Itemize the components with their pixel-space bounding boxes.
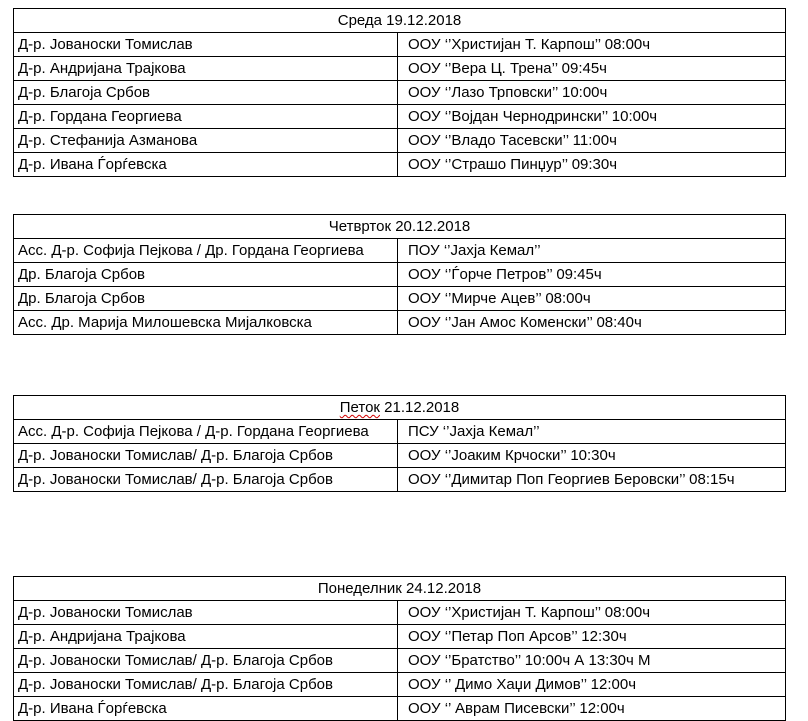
day-header: Понеделник 24.12.2018 bbox=[14, 577, 786, 601]
school-cell: ООУ ‘’Петар Поп Арсов’’ 12:30ч bbox=[398, 625, 786, 649]
table-row bbox=[14, 420, 786, 444]
doctor-cell: Д-р. Јованоски Томислав/ Д-р. Благоја Србов bbox=[14, 649, 398, 673]
table-header-row bbox=[14, 215, 786, 239]
day-header bbox=[14, 396, 786, 420]
schedule-table-thursday bbox=[13, 214, 786, 335]
school-cell: ООУ ‘’Јан Амос Коменски’’ 08:40ч bbox=[398, 311, 786, 335]
schedule-table-monday bbox=[13, 576, 786, 721]
doctor-cell: Д-р. Ивана Ѓорѓевска bbox=[14, 697, 398, 721]
school-cell: ПСУ ‘’Јахја Кемал’’ bbox=[398, 420, 786, 444]
school-cell: ООУ ‘’ Димо Хаџи Димов’’ 12:00ч bbox=[398, 673, 786, 697]
school-cell: ООУ ‘’Страшо Пинџур’’ 09:30ч bbox=[398, 153, 786, 177]
school-cell: ООУ ‘’Христијан Т. Карпош’’ 08:00ч bbox=[398, 601, 786, 625]
table-row bbox=[14, 81, 786, 105]
table-row bbox=[14, 649, 786, 673]
table-row bbox=[14, 129, 786, 153]
doctor-cell: Д-р. Гордана Георгиева bbox=[14, 105, 398, 129]
table-header-row bbox=[14, 396, 786, 420]
school-cell: ПОУ ‘’Јахја Кемал’’ bbox=[398, 239, 786, 263]
school-cell: ООУ ‘’Лазо Трповски’’ 10:00ч bbox=[398, 81, 786, 105]
doctor-cell: Др. Благоја Србов bbox=[14, 263, 398, 287]
doctor-cell: Д-р. Јованоски Томислав/ Д-р. Благоја Србов bbox=[14, 444, 398, 468]
doctor-cell: Д-р. Ивана Ѓорѓевска bbox=[14, 153, 398, 177]
doctor-cell: Д-р. Андријана Трајкова bbox=[14, 625, 398, 649]
table-row bbox=[14, 239, 786, 263]
table-row bbox=[14, 601, 786, 625]
table-row bbox=[14, 444, 786, 468]
school-cell: ООУ ‘’Братство’’ 10:00ч А 13:30ч М bbox=[398, 649, 786, 673]
table-row bbox=[14, 105, 786, 129]
table-row bbox=[14, 263, 786, 287]
doctor-cell: Д-р. Андријана Трајкова bbox=[14, 57, 398, 81]
table-row bbox=[14, 697, 786, 721]
table-row bbox=[14, 287, 786, 311]
doctor-cell: Асс. Д-р. Софија Пејкова / Др. Гордана Георгиева bbox=[14, 239, 398, 263]
school-cell: ООУ ‘’ Аврам Писевски’’ 12:00ч bbox=[398, 697, 786, 721]
doctor-cell: Асс. Др. Марија Милошевска Мијалковска bbox=[14, 311, 398, 335]
school-cell: ООУ ‘’Христијан Т. Карпош’’ 08:00ч bbox=[398, 33, 786, 57]
table-header-row bbox=[14, 9, 786, 33]
doctor-cell: Д-р. Благоја Србов bbox=[14, 81, 398, 105]
table-row bbox=[14, 673, 786, 697]
doctor-cell: Д-р. Јованоски Томислав bbox=[14, 33, 398, 57]
table-row bbox=[14, 311, 786, 335]
doctor-cell: Д-р. Јованоски Томислав bbox=[14, 601, 398, 625]
school-cell: ООУ ‘’Војдан Чернодрински’’ 10:00ч bbox=[398, 105, 786, 129]
table-row bbox=[14, 468, 786, 492]
day-header: Среда 19.12.2018 bbox=[14, 9, 786, 33]
day-header-date: 21.12.2018 bbox=[380, 399, 460, 416]
school-cell: ООУ ‘’Димитар Поп Георгиев Беровски’’ 08:15ч bbox=[398, 468, 786, 492]
school-cell: ООУ ‘’Вера Ц. Трена’’ 09:45ч bbox=[398, 57, 786, 81]
table-row bbox=[14, 33, 786, 57]
school-cell: ООУ ‘’Владо Тасевски’’ 11:00ч bbox=[398, 129, 786, 153]
school-cell: ООУ ‘’Јоаким Крчоски’’ 10:30ч bbox=[398, 444, 786, 468]
table-row bbox=[14, 153, 786, 177]
doctor-cell: Асс. Д-р. Софија Пејкова / Д-р. Гордана Георгиева bbox=[14, 420, 398, 444]
doctor-cell: Д-р. Јованоски Томислав/ Д-р. Благоја Србов bbox=[14, 468, 398, 492]
table-header-row bbox=[14, 577, 786, 601]
doctor-cell: Д-р. Стефанија Азманова bbox=[14, 129, 398, 153]
doctor-cell: Д-р. Јованоски Томислав/ Д-р. Благоја Србов bbox=[14, 673, 398, 697]
doctor-cell: Др. Благоја Србов bbox=[14, 287, 398, 311]
spellcheck-word: Петок bbox=[339, 399, 380, 416]
schedule-table-friday bbox=[13, 395, 786, 492]
school-cell: ООУ ‘’Мирче Ацев’’ 08:00ч bbox=[398, 287, 786, 311]
schedule-table-wednesday bbox=[13, 8, 786, 177]
school-cell: ООУ ‘’Ѓорче Петров’’ 09:45ч bbox=[398, 263, 786, 287]
day-header: Четврток 20.12.2018 bbox=[14, 215, 786, 239]
table-row bbox=[14, 57, 786, 81]
table-row bbox=[14, 625, 786, 649]
